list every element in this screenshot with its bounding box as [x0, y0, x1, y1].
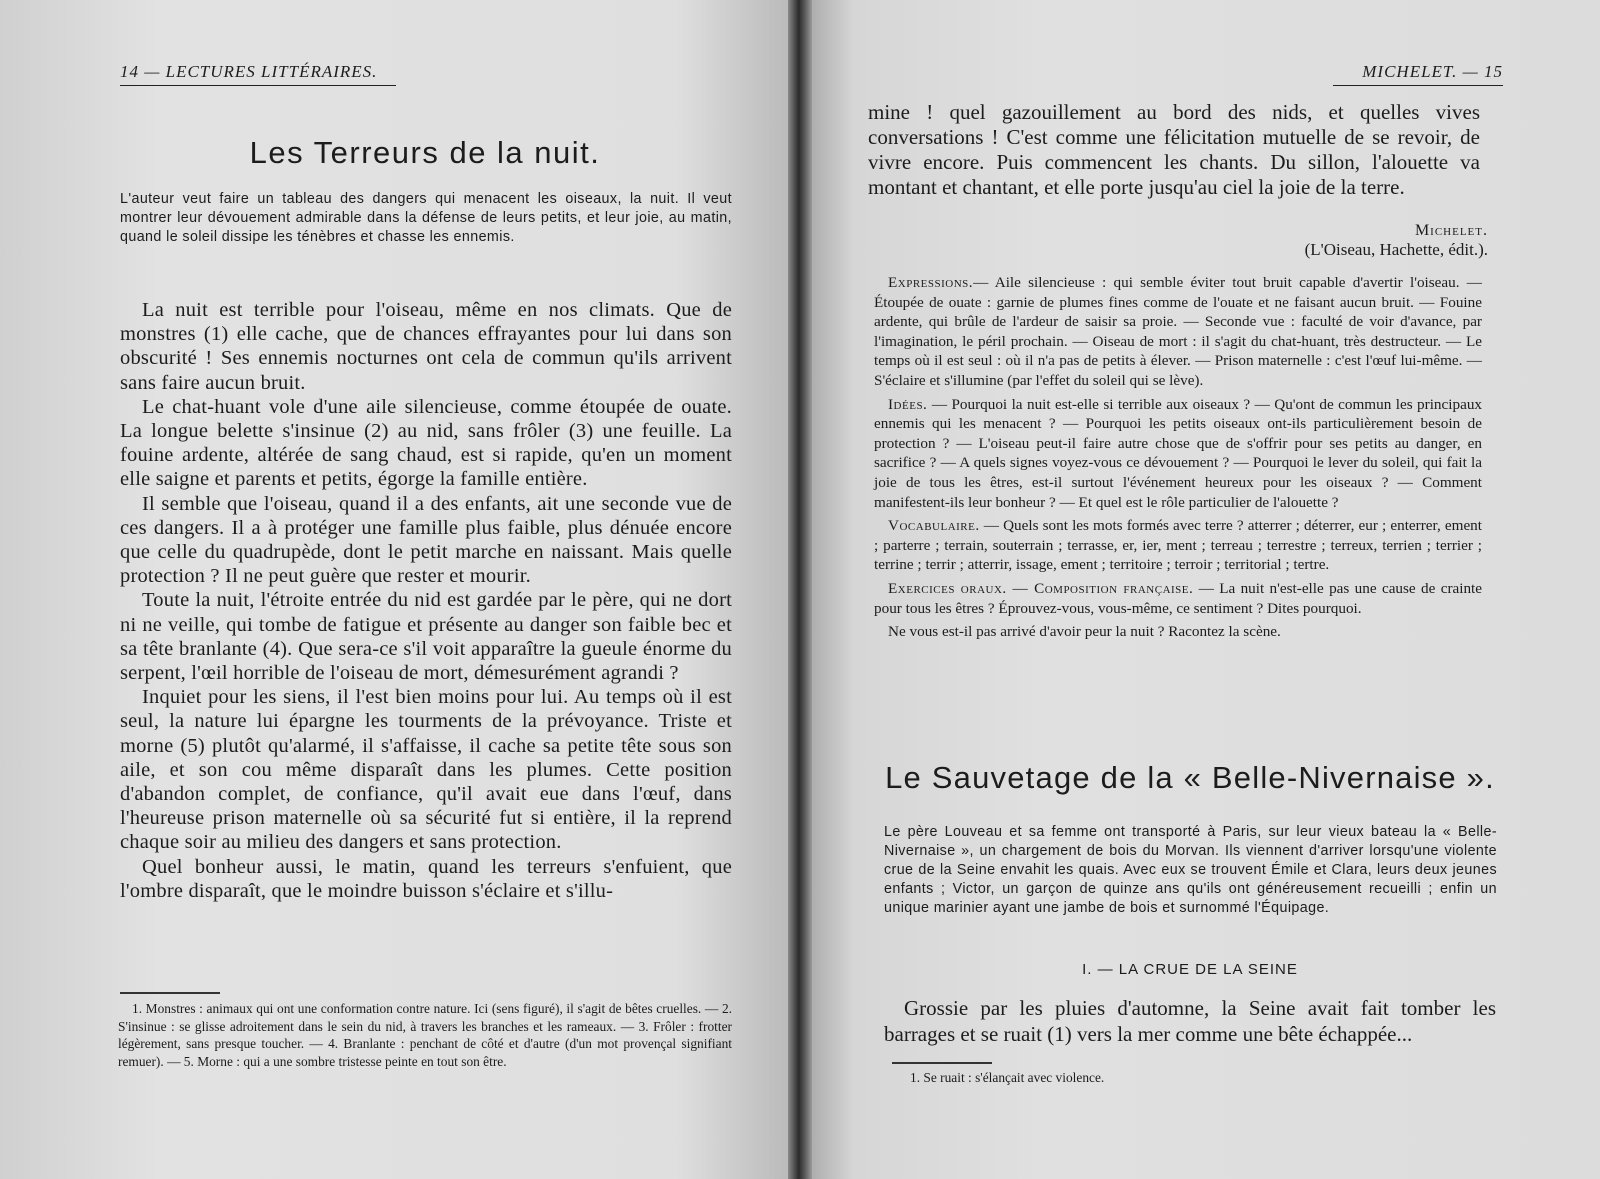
paragraph: Quel bonheur aussi, le matin, quand les terreurs s'enfuient, que l'ombre disparaît, que le moindre buisson s'éclaire et s'illu- [120, 855, 732, 902]
right-page [806, 0, 1600, 1179]
footnote-rule [120, 992, 220, 994]
book-gutter [788, 0, 812, 1179]
footnote-text: 1. Monstres : animaux qui ont une conformation contre nature. Ici (sens figuré), il s'agit de bêtes cruelles. — 2. S'insinue : se glisse adroitement dans le sein du nid, à travers les branches et les rameaux. — 3. Frôler : frotter légèrement, sans presque toucher. — 4. Branlante : penchant de côté et d'autre (d'un mot provençal signifiant remuer). — 5. Morne : qui a une sombre tristesse peinte en tout son être. [118, 1001, 732, 1069]
left-page [0, 0, 796, 1179]
footnotes-right [896, 1069, 1496, 1087]
footnote-text: 1. Se ruait : s'élançait avec violence. [910, 1070, 1105, 1085]
expressions-label: Expressions. [888, 274, 974, 291]
footnotes-left [118, 1000, 732, 1070]
exercise-notes [874, 273, 1482, 646]
idees-label: Idées. [888, 395, 928, 413]
chapter-intro-right: Le père Louveau et sa femme ont transporté à Paris, sur leur vieux bateau la « Belle-Nivernaise », un chargement de bois du Morvan. Ils viennent d'arriver lorsqu'une violente crue de la Seine envahit les quais. Avec eux se trouvent Émile et Clara, leurs deux jeunes enfants ; Victor, un garçon de quinze ans qu'ils ont généreusement recueilli ; enfin un unique marinier ayant une jambe de bois et surnommé l'Équipage. [884, 824, 1497, 916]
continuation-text: mine ! quel gazouillement au bord des nids, et quelles vives conversations ! C'est comme une félicitation mutuelle de se revoir, de vivre encore. Puis commencent les chants. Du sillon, l'alouette va montant et chantant, et elle porte jusqu'au ciel la joie de la terre. [868, 100, 1480, 199]
chapter-title-left: Les Terreurs de la nuit. [249, 135, 601, 170]
section-heading: I. — LA CRUE DE LA SEINE [1082, 961, 1298, 978]
paragraph: Le chat-huant vole d'une aile silencieuse, comme étoupée de ouate. La longue belette s'insinue (2) au nid, sans frôler (3) une feuille. La fouine ardente, altérée de sang chaud, est si rapide, qu'en un moment elle saigne et parents et petits, égorge la famille entière. [120, 395, 732, 491]
exercices-label: Exercices oraux. — Composition française. [888, 579, 1194, 597]
running-head-left: 14 — LECTURES LITTÉRAIRES. [120, 62, 396, 86]
exercices-note [874, 579, 1482, 618]
expressions-note [874, 273, 1482, 391]
idees-note [874, 395, 1482, 513]
expressions-text: — Aile silencieuse : qui semble éviter tout bruit capable d'avertir l'oiseau. — Étoupée de ouate : garnie de plumes fines comme de l'ouate et ne faisant aucun bruit. — Fouine ardente, qui brûle de l'ardeur de saisir sa proie. — Seconde vue : faculté de voir d'avance, par l'imagination, le péril prochain. — Oiseau de mort : il s'agit du chat-huant, très destructeur. — Le temps où il est seul : où il n'a pas de petits à élever. — Prison maternelle : c'est l'œuf lui-même. — S'éclaire et s'illumine (par l'effet du soleil qui se lève). [874, 274, 1482, 389]
paragraph: Toute la nuit, l'étroite entrée du nid est gardée par le père, qui ne dort ni ne veille, qui tombe de fatigue et présente au danger son faible bec et sa tête branlante (4). Que sera-ce s'il voit apparaître la gueule énorme du serpent, l'œil horrible de l'oiseau de mort, démesurément agrandi ? [120, 589, 732, 685]
author-signature: Michelet. [1414, 222, 1488, 239]
paragraph: Inquiet pour les siens, il l'est bien moins pour lui. Au temps où il est seul, la nature lui épargne les tourments de la prévoyance. Triste et morne (5) plutôt qu'alarmé, il s'affaisse, il cache sa petite tête sous son aile, et son cou même disparaît dans les plumes. Cette position d'abandon complet, de confiance, qu'il avait eue dans l'œuf, dans l'heureuse prison maternelle où sa sécurité fut si entière, il la reprend chaque soir au milieu des dangers et sans protection. [120, 686, 732, 854]
footnote-rule [892, 1062, 992, 1064]
exercices-text: — La nuit n'est-elle pas une cause de crainte pour tous les êtres ? Éprouvez-vous, vous-même, ce sentiment ? Dites pourquoi. [874, 579, 1483, 617]
paragraph: Il semble que l'oiseau, quand il a des enfants, ait une seconde vue de ces dangers. Il a à protéger une famille plus faible, plus dénuée encore que celle du quadrupède, dont le petit marche en naissant. Mais quelle protection ? Il ne peut guère que rester et mourir. [120, 492, 732, 588]
exercices-note-2: Ne vous est-il pas arrivé d'avoir peur la nuit ? Racontez la scène. [888, 623, 1281, 641]
vocabulary-text: — Quels sont les mots formés avec terre ? atterrer ; déterrer, eur ; enterrer, ement ; parterre ; terrain, souterrain ; terrasse, er, ier, ment ; terreau ; terrestre ; terreux, terrien ; terrier ; terrine ; terrir ; atterrir, issage, ement ; territoire ; terroir ; territorial ; tertre. [874, 517, 1483, 574]
idees-text: — Pourquoi la nuit est-elle si terrible aux oiseaux ? — Qu'ont de commun les principaux ennemis qui les menacent ? — Pourquoi les petits oiseaux ont-ils particulièrement besoin de protection ? — L'oiseau peut-il faire autre chose que de s'offrir pour ses petits au danger, en sacrifice ? — A quels signes voyez-vous ce dévouement ? — Pourquoi le lever du soleil, qui fait la joie de tous les êtres, est-il surtout l'événement heureux pour les oiseaux ? — Comment manifestent-ils leur bonheur ? — Et quel est le rôle particulier de l'alouette ? [874, 395, 1483, 511]
body-text-left [120, 298, 732, 903]
chapter-title-right: Le Sauvetage de la « Belle-Nivernaise ». [885, 760, 1495, 795]
vocabulary-label: Vocabulaire. [888, 517, 980, 535]
vocabulary-note [874, 516, 1482, 575]
paragraph: Grossie par les pluies d'automne, la Seine avait fait tomber les barrages et se ruait (1) vers la mer comme une bête échappée... [884, 996, 1496, 1046]
paragraph: La nuit est terrible pour l'oiseau, même en nos climats. Que de monstres (1) elle cache, que de chances effrayantes pour lui dans son obscurité ! Ses ennemis nocturnes ont cela de commun qu'ils arrivent sans faire aucun bruit. [120, 299, 732, 394]
source-citation: (L'Oiseau, Hachette, édit.). [1304, 240, 1488, 259]
running-head-right: MICHELET. — 15 [1333, 62, 1503, 86]
chapter-intro-left: L'auteur veut faire un tableau des dangers qui menacent les oiseaux, la nuit. Il veut montrer leur dévouement admirable dans la défense de leurs petits, et leur joie, au matin, quand le soleil dissipe les ténèbres et chasse les ennemis. [120, 191, 732, 245]
body-text-right [884, 995, 1496, 1047]
